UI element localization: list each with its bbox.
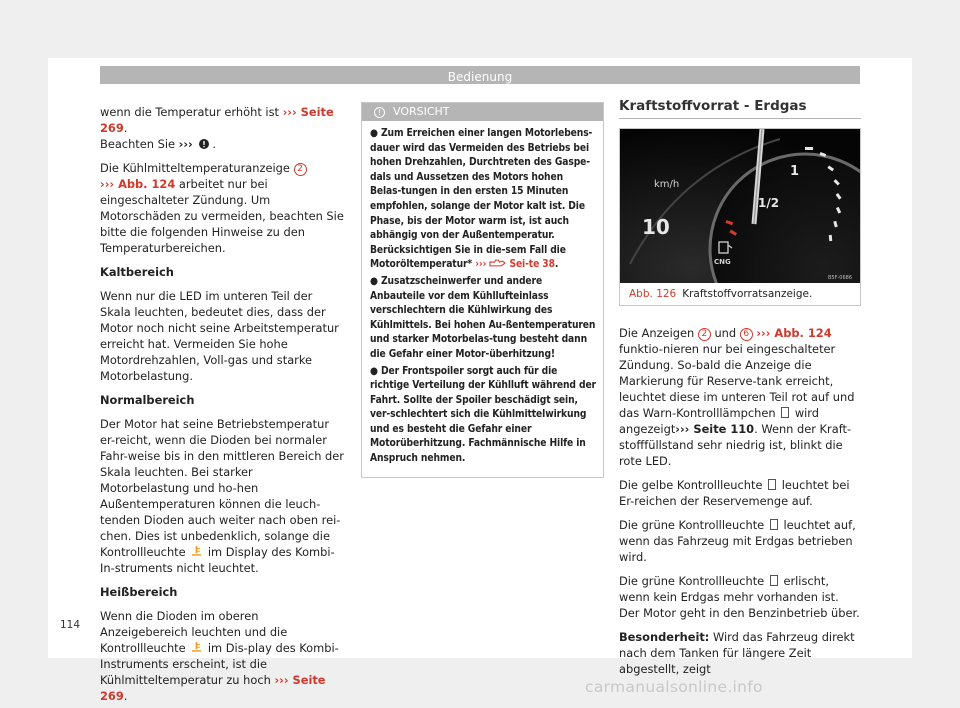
caution-title: VORSICHT (393, 105, 450, 118)
svg-text:10: 10 (642, 215, 670, 239)
paragraph-intro: wenn die Temperatur erhöht ist ››› Seite 269. Beachten Sie ››› . (100, 105, 334, 151)
paragraph-heissbereich: Wenn die Dioden im oberen Anzeigebereich leuchten und die Kontrollleuchte im Dis-play des Kombi-Instruments erscheint, ist die Kühlmitteltemperatur zu hoch ››› Seite 269. (100, 609, 339, 703)
ref-link-seite-110[interactable]: ››› Seite 110 (675, 422, 755, 436)
ref-link-seite-269[interactable]: ››› Seite 269 (100, 673, 326, 703)
callout-number: 2 (698, 328, 711, 341)
heading-kaltbereich: Kaltbereich (100, 265, 174, 279)
watermark: carmanualsonline.info (585, 678, 763, 696)
svg-text:CNG: CNG (714, 258, 731, 266)
header-bar (100, 66, 860, 84)
svg-text:1/2: 1/2 (758, 196, 780, 210)
figure-caption-text: Kraftstoffvorratsanzeige. (682, 288, 813, 300)
svg-text:B5F-0686: B5F-0686 (828, 275, 853, 281)
cng-lamp-icon (770, 519, 778, 530)
paragraph-yellow-lamp: Die gelbe Kontrollleuchte leuchtet bei Er-reichen der Reservemenge auf. (619, 478, 850, 508)
paragraph-fuel-display: Die Anzeigen 2 und 6 ››› Abb. 124 funktio-nieren nur bei eingeschalteter Zündung. So-bald die Anzeige die Markierung für Reserve-tank erreicht, leuchtet diese im unteren Teil rot auf und das Warn-Kontrolllämpchen wird angezeigt››› Seite 110. Wenn der Kraft-stofffüllstand sehr niedrig ist, blinkt die rote LED. (619, 326, 855, 468)
paragraph-green-lamp-on: Die grüne Kontrollleuchte leuchtet auf, wenn das Fahrzeug mit Erdgas betrieben wird. (619, 518, 856, 564)
page-number: 114 (60, 619, 81, 631)
coolant-temperature-icon (192, 546, 201, 557)
paragraph-normalbereich: Der Motor hat seine Betriebstemperatur er-reicht, wenn die Dioden bei normaler Fahr-weise bis in den mittleren Bereich der Skala leuchten. Bei starker Motorbelastung und ho-hen Außentemperaturen können die leuch-tenden Dioden auch weiter nach oben rei-chen. Dies ist unbedenklich, solange die Kontrollleuchte im Display des Kombi-In-struments nicht leuchtet. (100, 417, 344, 575)
paragraph-green-lamp-off: Die grüne Kontrollleuchte erlischt, wenn kein Erdgas mehr vorhanden ist. Der Motor geht in den Benzinbetrieb über. (619, 574, 860, 620)
caution-header (362, 103, 603, 121)
fuel-warning-lamp-icon (781, 407, 789, 418)
caution-bullet: ● Der Frontspoiler sorgt auch für die richtige Verteilung der Kühlluft während der Fahrt. Sollte der Spoiler beschädigt sein, ver-schlechtert sich die Kühlmittelwirkung und es besteht die Gefahr einer Motorüberhitzung. Fachmännische Hilfe in Anspruch nehmen. (370, 365, 596, 465)
oil-can-icon (489, 258, 506, 268)
caution-box (361, 102, 604, 478)
figure-caption (620, 283, 860, 305)
section-title: Kraftstoffvorrat - Erdgas (619, 98, 861, 119)
fuel-gauge-photo (620, 129, 860, 283)
paragraph-coolant-display: Die Kühlmitteltemperaturanzeige 2 ››› Abb. 124 arbeitet nur bei eingeschalteter Zündung. Um Motorschäden zu vermeiden, beachten Sie bitte die folgenden Hinweise zu den Temperaturbereichen. (100, 161, 344, 255)
paragraph-kaltbereich: Wenn nur die LED im unteren Teil der Skala leuchten, bedeutet dies, dass der Motor noch nicht seine Arbeitstemperatur erreicht hat. Vermeiden Sie hohe Motordrehzahlen, Voll-gas und starke Motorbelastung. (100, 289, 339, 383)
ref-link-seite-269[interactable]: ››› Seite 269 (100, 105, 334, 135)
caution-icon: ! (374, 107, 385, 118)
svg-text:1: 1 (790, 164, 800, 179)
svg-text:km/h: km/h (654, 179, 680, 190)
warning-circle-icon (199, 139, 209, 149)
cng-lamp-icon (770, 575, 778, 586)
ref-link-abb-124[interactable]: ››› Abb. 124 (100, 177, 176, 191)
fuel-gauge-illustration (620, 129, 860, 283)
figure-label: Abb. 126 (629, 288, 677, 300)
ref-link-abb-124[interactable]: ››› Abb. 124 (756, 326, 832, 340)
column-right (619, 98, 861, 685)
figure-fuel-gauge (619, 128, 861, 306)
column-middle (361, 102, 604, 478)
coolant-temperature-icon (192, 642, 201, 653)
paragraph-besonderheit: Besonderheit: Wird das Fahrzeug direkt nach dem Tanken für längere Zeit abgestellt, zeigt (619, 630, 855, 676)
fuel-pump-icon (768, 479, 776, 490)
header-title: Bedienung (447, 70, 513, 84)
ref-link-seite-38[interactable]: ››› Sei-te 38 (475, 259, 555, 271)
caution-bullet: ● Zum Erreichen einer langen Motorlebens-dauer wird das Vermeiden des Betriebs bei hohen Drehzahlen, Durchtreten des Gaspe-dals und Aussetzen des Motors hohen Belas-tungen in den ersten 15 Minuten empfohlen, solange der Motor kalt ist. Die Phase, bis der Motor warm ist, ist auch abhängig von der Außentemperatur. Berücksichtigen Sie in die-sem Fall die Motoröltemperatur* ››› Sei-te 38. (370, 128, 593, 271)
heading-heissbereich: Heißbereich (100, 585, 178, 599)
column-left (100, 104, 345, 708)
callout-number: 2 (294, 163, 307, 176)
callout-number: 6 (740, 328, 753, 341)
caution-bullet: ● Zusatzscheinwerfer und andere Anbauteile vor dem Kühllufteinlass verschlechtern die Kühlwirkung des Kühlmittels. Bei hohen Au-ßentemperaturen und starker Motorbelas-tung besteht dann die Gefahr einer Motor-überhitzung! (370, 275, 596, 360)
heading-normalbereich: Normalbereich (100, 393, 195, 407)
caution-body (362, 121, 603, 477)
